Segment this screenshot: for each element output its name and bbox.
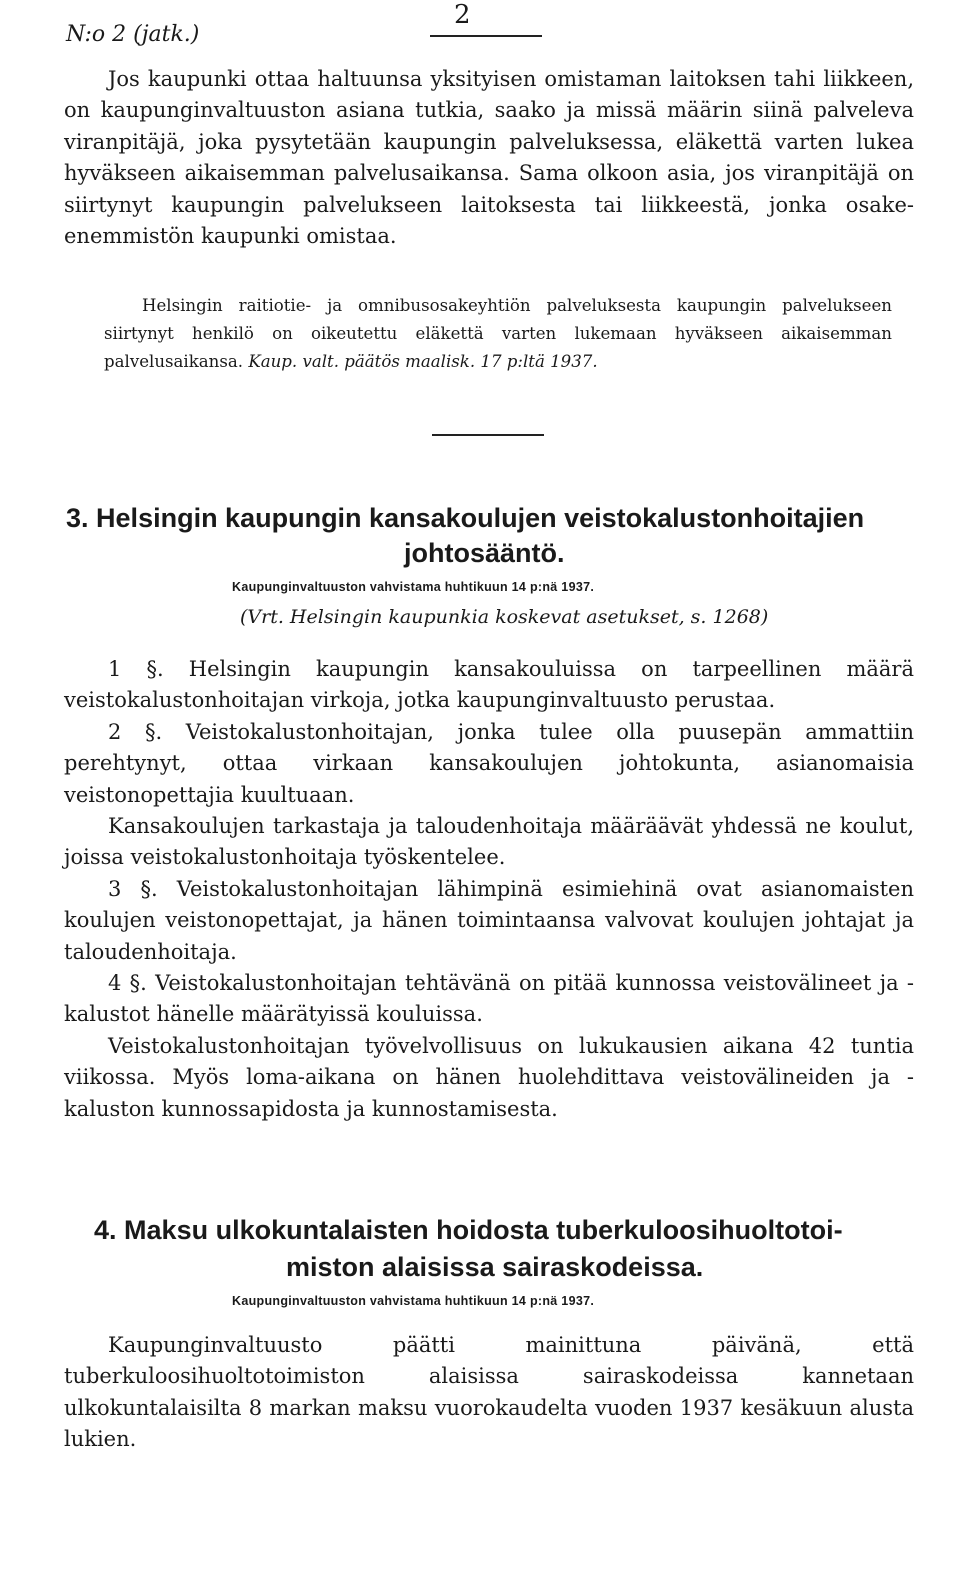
section3-paragraph: 3 §. Veistokalustonhoitajan lähimpinä esimiehinä ovat asianomaisten koulujen veistonopettajat, ja hänen toimintaansa valvovat koulujen johtajat ja taloudenhoitaja. [64,876,914,964]
section3-number: 3. [66,503,89,533]
section3-paragraph: 1 §. Helsingin kaupungin kansakouluissa on tarpeellinen määrä veistokalustonhoitajan virkoja, jotka kaupunginvaltuusto perustaa. [64,657,914,713]
section4-title-line2: miston alaisissa sairaskodeissa. [286,1252,704,1282]
note-text: Helsingin raitiotie- ja omnibusosakeyhtiön palveluksesta kaupungin palvelukseen siirtynyt henkilö on oikeutettu eläkettä varten lukemaan hyväkseen aikaisemman palvelusaikansa. [104,296,892,371]
section3-paragraph: Veistokalustonhoitajan työvelvollisuus on lukukausien aikana 42 tuntia viikossa. Myös loma-aikana on hänen huolehdittava veistovälineiden ja -kaluston kunnossapidosta ja kunnostamisesta. [64,1033,914,1121]
section3-paragraph: 4 §. Veistokalustonhoitajan tehtävänä on pitää kunnossa veistovälineet ja -kalustot hänelle määrätyissä kouluissa. [64,971,914,1027]
section3-paragraph: 2 §. Veistokalustonhoitajan, jonka tulee olla puusepän ammattiin perehtynyt, ottaa virkaan kansakoulujen johtokunta, asianomaisia veistonopettajia kuultuaan. [64,719,914,807]
note-source: Kaup. valt. päätös maalisk. 17 p:ltä 1937. [248,352,598,371]
section4-title-line1: Maksu ulkokuntalaisten hoidosta tuberkuloosihuoltotoi- [124,1215,843,1245]
section-separator [432,434,544,436]
intro-paragraph: Jos kaupunki ottaa haltuunsa yksityisen omistaman laitoksen tahi liikkeen, on kaupunginvaltuuston asiana tutkia, saako ja missä määrin siinä palveleva viranpitäjä, joka pysytetään kaupungin palveluksessa, eläkettä varten lukea hyväkseen aikaisemman palvelusaikansa. Sama olkoon asia, jos viranpitäjä on siirtynyt kaupungin palvelukseen laitoksesta tai liikkeestä, jonka osake-enemmistön kaupunki omistaa. [64,67,914,249]
section3-paragraph: Kansakoulujen tarkastaja ja taloudenhoitaja määräävät yhdessä ne koulut, joissa veistokalustonhoitaja työskentelee. [64,814,914,870]
intro-section [64,64,914,252]
section3-title-line1: Helsingin kaupungin kansakoulujen veistokalustonhoitajien [96,503,865,533]
section3-title [66,500,864,536]
section3-approval: Kaupunginvaltuuston vahvistama huhtikuun 14 p:nä 1937. [232,580,595,594]
header-rule [430,35,542,37]
running-head: N:o 2 (jatk.) [66,22,200,47]
section3-reference: (Vrt. Helsingin kaupunkia koskevat asetukset, s. 1268) [240,606,769,628]
section4-number: 4. [94,1215,117,1245]
section3-title-line2: johtosääntö. [404,538,565,568]
page-number: 2 [454,0,471,30]
section4-title [94,1212,843,1248]
section4-paragraph: Kaupunginvaltuusto päätti mainittuna päivänä, että tuberkuloosihuoltotoimiston alaisissa sairaskodeissa kannetaan ulkokuntalaisilta 8 markan maksu vuorokaudelta vuoden 1937 kesäkuun alusta lukien. [64,1333,914,1452]
note-paragraph [104,292,892,376]
note-block [104,292,892,376]
section4-approval: Kaupunginvaltuuston vahvistama huhtikuun 14 p:nä 1937. [232,1294,595,1308]
section4-body [64,1330,914,1456]
section3-body [64,654,914,1125]
